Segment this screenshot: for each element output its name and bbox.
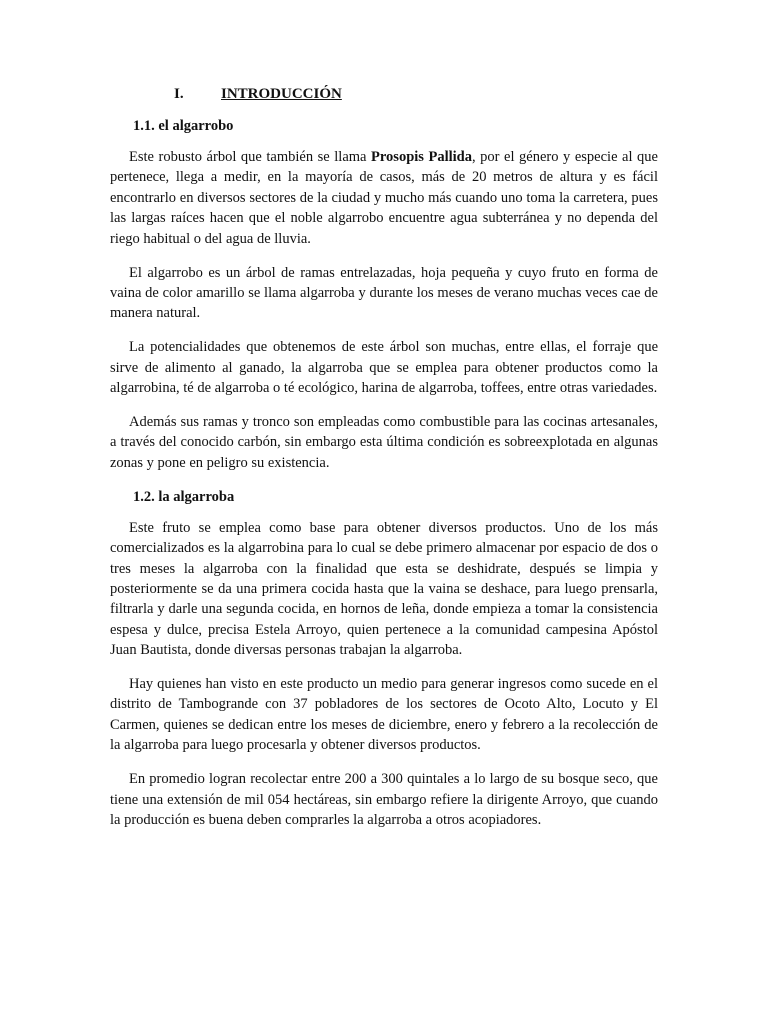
subsection-heading-algarroba: 1.2. la algarroba [133, 488, 235, 505]
paragraph: Este fruto se emplea como base para obtener diversos productos. Uno de los más comercializados es la algarrobina para lo cual se debe primero almacenar por espacio de dos o tres meses la algarroba con la finalidad que esta se deshidrate, después se limpia y posteriormente se da una primera cocida hasta que la vaina se deshace, para luego prensarla, filtrarla y darle una segunda cocida, en hornos de leña, donde empieza a tomar la consistencia espesa y dulce, precisa Estela Arroyo, quien pertenece a la comunidad campesina Apóstol Juan Bautista, donde diversas personas trabajan la algarroba. [110, 519, 658, 659]
subsection-heading-algarrobo: 1.1. el algarrobo [133, 118, 234, 134]
species-name: Prosopis Pallida [371, 149, 472, 165]
paragraph: Además sus ramas y tronco son empleadas como combustible para las cocinas artesanales, a través del conocido carbón, sin embargo esta última condición es sobreexplotada en algunas zonas y pone en peligro su existencia. [110, 413, 658, 471]
section-heading [110, 84, 658, 104]
paragraph: Hay quienes han visto en este producto un medio para generar ingresos como sucede en el distrito de Tambogrande con 37 pobladores de los sectores de Ocoto Alto, Locuto y El Carmen, quienes se dedican entre los meses de diciembre, enero y febrero a la recolección de la algarroba para luego procesarla y obtener diversos productos. [110, 676, 658, 754]
paragraph-text: , por el género y especie al que pertenece, llega a medir, en la mayoría de casos, más de 20 metros de altura y es fácil encontrarlo en diversos sectores de la ciudad y mucho más cuando uno toma la carretera, pues las largas raíces hacen que el noble algarrobo encuentre agua subterránea y no dependa del riego habitual o del agua de lluvia. [110, 149, 658, 247]
paragraph-text: Este robusto árbol que también se llama [129, 149, 372, 165]
paragraph [110, 147, 658, 249]
section-title: INTRODUCCIÓN [221, 86, 342, 102]
section-number: I. [174, 86, 184, 102]
paragraph: El algarrobo es un árbol de ramas entrelazadas, hoja pequeña y cuyo fruto en forma de vaina de color amarillo se llama algarroba y durante los meses de verano muchas veces cae de manera natural. [110, 264, 658, 322]
paragraph: La potencialidades que obtenemos de este árbol son muchas, entre ellas, el forraje que sirve de alimento al ganado, la algarroba que se emplea para obtener productos como la algarrobina, té de algarroba o té ecológico, harina de algarroba, toffees, entre otras variedades. [110, 339, 658, 397]
paragraph: En promedio logran recolectar entre 200 a 300 quintales a lo largo de su bosque seco, que tiene una extensión de mil 054 hectáreas, sin embargo refiere la dirigente Arroyo, que cuando la producción es buena deben comprarles la algarroba a otros acopiadores. [110, 771, 658, 828]
document-page [110, 84, 658, 844]
